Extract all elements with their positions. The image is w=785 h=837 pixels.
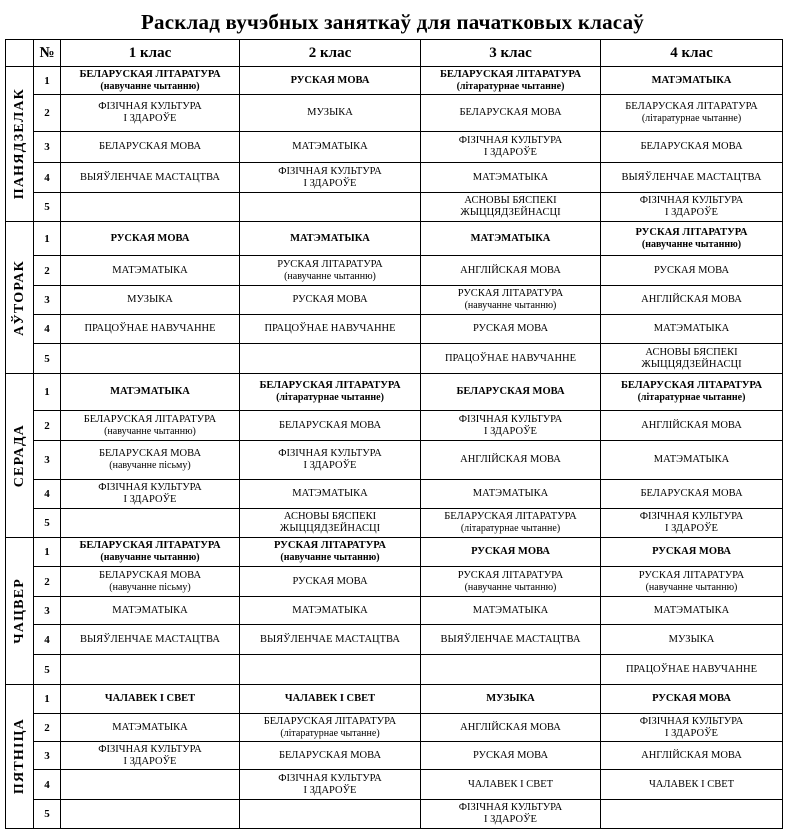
subject-name: РУСКАЯ МОВА [472,749,549,761]
subject-cell [421,132,601,163]
subject-cell [240,132,421,163]
schedule-row [6,742,783,770]
subject-note: (навучанне пісьму) [109,460,191,471]
schedule-row [6,655,783,685]
subject-cell [240,256,421,286]
lesson-number: 1 [34,67,61,95]
schedule-table [5,39,783,829]
subject-cell [601,67,783,95]
subject-name: РУСКАЯ МОВА [472,323,549,334]
subject-name: БЕЛАРУСКАЯ ЛІТАРАТУРА [439,68,582,80]
schedule-row [6,509,783,538]
subject-name-line-2: І ЗДАРОЎЕ [484,814,537,825]
subject-cell [421,770,601,800]
subject-cell [240,286,421,315]
day-label: ПЯТНІЦА [11,718,27,795]
day-label-cell [6,222,34,374]
subject-name: ФІЗІЧНАЯ КУЛЬТУРА [458,135,563,146]
subject-cell [421,625,601,655]
subject-name: БЕЛАРУСКАЯ МОВА [456,386,565,397]
subject-name: ЧАЛАВЕК І СВЕТ [467,778,554,790]
subject-name: АНГЛІЙСКАЯ МОВА [460,264,561,276]
subject-name: РУСКАЯ ЛІТАРАТУРА [638,569,745,581]
schedule-row [6,567,783,597]
subject-cell [601,770,783,800]
subject-cell [240,742,421,770]
subject-name: МАТЭМАТЫКА [470,232,551,244]
day-label-cell [6,685,34,829]
subject-name: МАТЭМАТЫКА [290,232,370,244]
subject-cell [240,770,421,800]
subject-name-line-2: І ЗДАРОЎЕ [665,523,718,534]
subject-name: АСНОВЫ БЯСПЕКІ [645,346,738,358]
subject-name: МАТЭМАТЫКА [112,264,188,276]
subject-cell [601,315,783,344]
day-label: АЎТОРАК [11,259,27,336]
subject-cell [421,95,601,132]
subject-name: РУСКАЯ МОВА [292,575,368,587]
subject-cell [240,374,421,411]
schedule-row [6,67,783,95]
day-label: ЧАЦВЕР [11,578,27,644]
subject-cell [240,480,421,509]
subject-name: МАТЭМАТЫКА [110,386,190,397]
subject-cell [240,441,421,480]
subject-name-line-2: І ЗДАРОЎЕ [484,425,537,437]
subject-note: (навучанне чытанню) [645,581,738,593]
subject-cell [601,441,783,480]
subject-name: ВЫЯЎЛЕНЧАЕ МАСТАЦТВА [80,171,220,183]
subject-note: (навучанне пісьму) [109,581,191,593]
subject-cell [61,411,240,441]
subject-name: ЧАЛАВЕК І СВЕТ [104,693,196,704]
subject-cell [601,742,783,770]
subject-name: МАТЭМАТЫКА [651,74,732,86]
subject-cell [601,480,783,509]
subject-cell [61,538,240,567]
subject-name: БЕЛАРУСКАЯ МОВА [640,141,743,152]
subject-cell [61,567,240,597]
subject-name: БЕЛАРУСКАЯ МОВА [98,141,202,152]
subject-cell [601,800,783,829]
subject-name: РУСКАЯ МОВА [471,546,550,557]
subject-cell [61,480,240,509]
header-class-4: 4 клас [601,40,783,67]
lesson-number: 2 [34,256,61,286]
subject-cell [601,193,783,222]
subject-cell [421,567,601,597]
subject-name: МАТЭМАТЫКА [292,604,368,616]
subject-name: БЕЛАРУСКАЯ ЛІТАРАТУРА [263,715,397,727]
subject-cell [421,256,601,286]
subject-cell [61,163,240,193]
subject-name: ФІЗІЧНАЯ КУЛЬТУРА [458,802,563,813]
subject-name: МАТЭМАТЫКА [472,604,549,616]
subject-name-line-2: І ЗДАРОЎЕ [123,113,177,124]
subject-cell [601,344,783,374]
schedule-row [6,441,783,480]
subject-cell [240,67,421,95]
subject-name: БЕЛАРУСКАЯ ЛІТАРАТУРА [83,413,217,425]
subject-name: МАТЭМАТЫКА [653,323,730,334]
subject-name: БЕЛАРУСКАЯ ЛІТАРАТУРА [625,101,758,112]
subject-name: МУЗЫКА [127,294,173,305]
subject-cell [601,509,783,538]
subject-cell [421,714,601,742]
subject-name: ПРАЦОЎНАЕ НАВУЧАННЕ [84,323,216,334]
lesson-number: 2 [34,714,61,742]
subject-name: ФІЗІЧНАЯ КУЛЬТУРА [98,482,202,493]
subject-name: РУСКАЯ ЛІТАРАТУРА [457,569,564,581]
subject-cell [240,567,421,597]
subject-name: БЕЛАРУСКАЯ ЛІТАРАТУРА [259,380,401,391]
subject-cell [601,286,783,315]
subject-cell [421,441,601,480]
subject-name-line-2: І ЗДАРОЎЕ [665,207,718,218]
subject-cell [61,315,240,344]
subject-name-line-2: І ЗДАРОЎЕ [303,784,357,796]
subject-cell [61,714,240,742]
subject-cell [61,256,240,286]
schedule-row [6,597,783,625]
subject-cell [421,193,601,222]
subject-cell [240,714,421,742]
schedule-row [6,625,783,655]
subject-name: БЕЛАРУСКАЯ ЛІТАРАТУРА [620,380,763,391]
subject-name-line-2: І ЗДАРОЎЕ [303,177,357,189]
subject-name: БЕЛАРУСКАЯ МОВА [98,448,202,459]
subject-name: АНГЛІЙСКАЯ МОВА [641,294,742,305]
day-label-cell [6,374,34,538]
subject-cell [601,222,783,256]
subject-cell [601,567,783,597]
subject-cell [601,597,783,625]
subject-note: (навучанне чытанню) [464,300,557,311]
subject-name: АСНОВЫ БЯСПЕКІ [464,195,557,206]
subject-cell [601,685,783,714]
subject-name: МУЗЫКА [486,693,535,704]
schedule-row [6,411,783,441]
subject-name: ФІЗІЧНАЯ КУЛЬТУРА [278,165,382,177]
subject-name: РУСКАЯ МОВА [652,693,731,704]
schedule-row [6,714,783,742]
subject-name-line-2: ЖЫЦЦЯДЗЕЙНАСЦІ [460,207,561,218]
subject-cell [61,770,240,800]
header-class-3: 3 клас [421,40,601,67]
subject-name: РУСКАЯ МОВА [110,232,190,244]
schedule-row [6,538,783,567]
subject-name: МАТЭМАТЫКА [112,721,188,733]
subject-cell [421,655,601,685]
lesson-number: 3 [34,286,61,315]
subject-name: ФІЗІЧНАЯ КУЛЬТУРА [639,511,744,522]
subject-cell [240,800,421,829]
subject-name: РУСКАЯ МОВА [653,264,730,276]
subject-cell [421,509,601,538]
day-label: СЕРАДА [11,423,27,488]
subject-note: (навучанне чытанню) [104,425,196,437]
subject-name: ПРАЦОЎНАЕ НАВУЧАННЕ [625,663,758,675]
subject-note: (навучанне чытанню) [100,80,200,92]
subject-cell [61,441,240,480]
subject-cell [240,163,421,193]
subject-name: РУСКАЯ ЛІТАРАТУРА [635,226,748,238]
schedule-row [6,480,783,509]
subject-cell [421,411,601,441]
subject-cell [240,685,421,714]
subject-cell [421,742,601,770]
subject-note: (літаратурнае чытанне) [276,392,384,403]
schedule-row [6,256,783,286]
header-day-empty [6,40,34,67]
lesson-number: 2 [34,95,61,132]
lesson-number: 3 [34,441,61,480]
lesson-number: 4 [34,315,61,344]
subject-cell [240,509,421,538]
subject-note: (літаратурнае чытанне) [456,80,565,92]
subject-cell [61,625,240,655]
lesson-number: 2 [34,567,61,597]
lesson-number: 4 [34,480,61,509]
subject-cell [421,67,601,95]
subject-cell [240,411,421,441]
schedule-row [6,770,783,800]
subject-name: БЕЛАРУСКАЯ ЛІТАРАТУРА [79,540,221,551]
subject-name: БЕЛАРУСКАЯ ЛІТАРАТУРА [79,68,221,80]
subject-cell [240,95,421,132]
subject-cell [421,374,601,411]
subject-name: ПРАЦОЎНАЕ НАВУЧАННЕ [444,352,577,364]
subject-cell [61,95,240,132]
subject-name: БЕЛАРУСКАЯ МОВА [278,749,382,761]
subject-note: (літаратурнае чытанне) [637,392,746,403]
subject-cell [601,163,783,193]
schedule-row [6,344,783,374]
subject-name: БЕЛАРУСКАЯ ЛІТАРАТУРА [444,511,577,522]
subject-note: (літаратурнае чытанне) [460,523,561,534]
subject-cell [240,315,421,344]
subject-cell [421,800,601,829]
schedule-row [6,374,783,411]
subject-name: АНГЛІЙСКАЯ МОВА [641,419,742,431]
subject-cell [61,655,240,685]
subject-cell [61,800,240,829]
subject-name: РУСКАЯ МОВА [652,546,731,557]
subject-name: МАТЭМАТЫКА [653,454,730,465]
subject-cell [421,222,601,256]
schedule-row [6,800,783,829]
subject-cell [421,315,601,344]
lesson-number: 5 [34,193,61,222]
subject-name: МАТЭМАТЫКА [472,488,549,499]
subject-cell [601,655,783,685]
subject-name-line-2: І ЗДАРОЎЕ [484,147,537,158]
subject-cell [240,222,421,256]
subject-name: МАТЭМАТЫКА [653,604,730,616]
subject-cell [421,480,601,509]
subject-name-line-2: І ЗДАРОЎЕ [123,494,177,505]
subject-cell [240,655,421,685]
subject-cell [61,193,240,222]
lesson-number: 1 [34,374,61,411]
subject-name: РУСКАЯ ЛІТАРАТУРА [457,288,564,299]
subject-name: МАТЭМАТЫКА [472,171,549,183]
subject-cell [61,374,240,411]
lesson-number: 3 [34,132,61,163]
subject-cell [61,509,240,538]
subject-name: МАТЭМАТЫКА [112,604,188,616]
subject-cell [61,222,240,256]
subject-name: БЕЛАРУСКАЯ МОВА [459,107,562,118]
subject-cell [601,714,783,742]
subject-name: БЕЛАРУСКАЯ МОВА [640,488,743,499]
subject-cell [240,597,421,625]
subject-name: РУСКАЯ МОВА [292,294,368,305]
subject-name: БЕЛАРУСКАЯ МОВА [98,569,202,581]
subject-name: ФІЗІЧНАЯ КУЛЬТУРА [639,195,744,206]
subject-note: (навучанне чытанню) [464,581,557,593]
subject-cell [61,132,240,163]
schedule-row [6,95,783,132]
schedule-row [6,315,783,344]
day-label: ПАНЯДЗЕЛАК [11,88,27,200]
subject-name: АНГЛІЙСКАЯ МОВА [641,749,742,761]
subject-note: (навучанне чытанню) [641,238,742,250]
lesson-number: 5 [34,344,61,374]
subject-name: ВЫЯЎЛЕНЧАЕ МАСТАЦТВА [260,633,400,645]
subject-name: ФІЗІЧНАЯ КУЛЬТУРА [98,101,202,112]
subject-cell [240,344,421,374]
subject-name: ВЫЯЎЛЕНЧАЕ МАСТАЦТВА [621,171,762,183]
subject-cell [601,132,783,163]
subject-cell [601,411,783,441]
subject-name: МАТЭМАТЫКА [292,488,368,499]
schedule-row [6,685,783,714]
subject-name: МУЗЫКА [307,107,353,118]
subject-name: ВЫЯЎЛЕНЧАЕ МАСТАЦТВА [80,633,220,645]
lesson-number: 4 [34,770,61,800]
subject-cell [61,67,240,95]
header-class-1: 1 клас [61,40,240,67]
schedule-row [6,222,783,256]
subject-name: ВЫЯЎЛЕНЧАЕ МАСТАЦТВА [440,633,581,645]
subject-name: АСНОВЫ БЯСПЕКІ [283,511,377,522]
header-row [6,40,783,67]
subject-cell [601,538,783,567]
subject-cell [61,685,240,714]
subject-name: РУСКАЯ МОВА [290,74,370,86]
subject-cell [61,344,240,374]
subject-cell [240,538,421,567]
header-number: № [34,40,61,67]
subject-name: МАТЭМАТЫКА [292,141,368,152]
schedule-row [6,286,783,315]
header-class-2: 2 клас [240,40,421,67]
subject-name: ФІЗІЧНАЯ КУЛЬТУРА [639,715,744,727]
subject-cell [601,625,783,655]
lesson-number: 2 [34,411,61,441]
page-title: Расклад вучэбных заняткаў для пачатковых класаў [141,10,644,34]
subject-note: (літаратурнае чытанне) [641,113,742,124]
subject-name-line-2: І ЗДАРОЎЕ [665,727,718,739]
subject-name: ЧАЛАВЕК І СВЕТ [648,778,735,790]
lesson-number: 5 [34,509,61,538]
subject-cell [61,286,240,315]
subject-name: ПРАЦОЎНАЕ НАВУЧАННЕ [264,323,396,334]
subject-name: ЧАЛАВЕК І СВЕТ [284,693,376,704]
schedule-row [6,193,783,222]
lesson-number: 1 [34,222,61,256]
subject-cell [601,95,783,132]
subject-note: (літаратурнае чытанне) [280,727,380,739]
subject-cell [601,374,783,411]
subject-name-line-2: І ЗДАРОЎЕ [123,755,177,767]
schedule-body [6,67,783,829]
lesson-number: 3 [34,597,61,625]
subject-name: ФІЗІЧНАЯ КУЛЬТУРА [98,743,202,755]
lesson-number: 5 [34,655,61,685]
subject-cell [421,286,601,315]
lesson-number: 4 [34,163,61,193]
subject-name: РУСКАЯ ЛІТАРАТУРА [274,540,386,551]
schedule-row [6,163,783,193]
lesson-number: 1 [34,685,61,714]
subject-cell [601,256,783,286]
subject-cell [421,597,601,625]
day-label-cell [6,67,34,222]
subject-name: ФІЗІЧНАЯ КУЛЬТУРА [278,448,382,459]
subject-cell [421,344,601,374]
subject-note: (навучанне чытанню) [284,270,376,282]
subject-name-line-2: І ЗДАРОЎЕ [303,460,357,471]
lesson-number: 3 [34,742,61,770]
subject-name: ФІЗІЧНАЯ КУЛЬТУРА [278,772,382,784]
subject-note: (навучанне чытанню) [100,552,200,563]
subject-cell [421,163,601,193]
subject-note: (навучанне чытанню) [280,552,380,563]
lesson-number: 5 [34,800,61,829]
lesson-number: 1 [34,538,61,567]
subject-cell [240,193,421,222]
subject-name: АНГЛІЙСКАЯ МОВА [460,454,561,465]
subject-cell [240,625,421,655]
schedule-row [6,132,783,163]
subject-cell [61,742,240,770]
subject-cell [421,685,601,714]
subject-name-line-2: ЖЫЦЦЯДЗЕЙНАСЦІ [641,358,742,370]
lesson-number: 4 [34,625,61,655]
subject-name: РУСКАЯ ЛІТАРАТУРА [277,258,383,270]
subject-name-line-2: ЖЫЦЦЯДЗЕЙНАСЦІ [279,523,381,534]
subject-name: ФІЗІЧНАЯ КУЛЬТУРА [458,413,563,425]
day-label-cell [6,538,34,685]
subject-name: БЕЛАРУСКАЯ МОВА [278,419,382,431]
subject-name: АНГЛІЙСКАЯ МОВА [460,721,561,733]
subject-cell [61,597,240,625]
subject-name: МУЗЫКА [668,633,715,645]
subject-cell [421,538,601,567]
